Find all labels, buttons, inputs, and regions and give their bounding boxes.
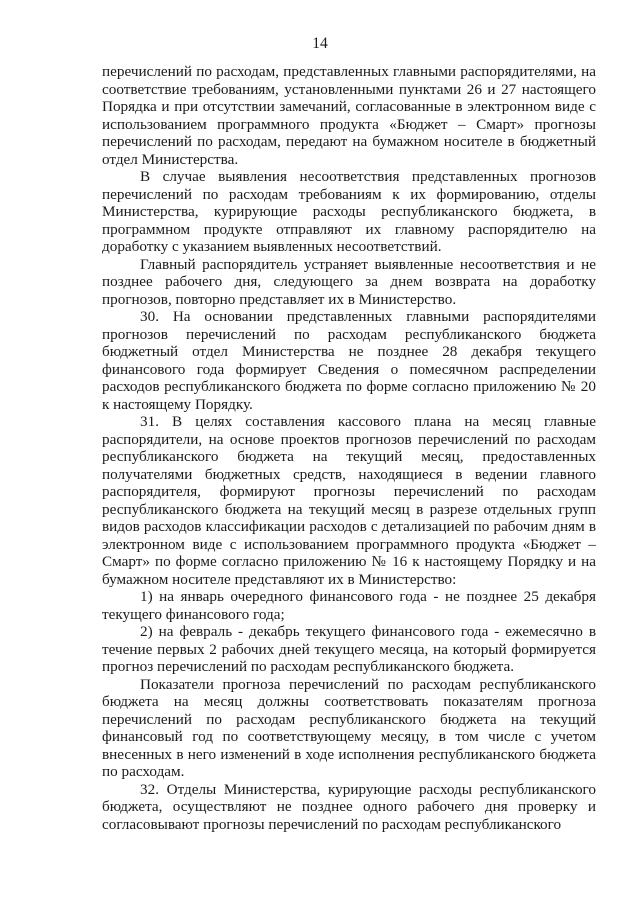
paragraph-item-32: 32. Отделы Министерства, курирующие расходы республиканского бюджета, осуществляют не позднее одного рабочего дня проверку и согласовывают прогнозы перечислений по расходам республиканского	[102, 780, 596, 833]
page-number: 14	[312, 35, 328, 52]
paragraph-continuation: перечислений по расходам, представленных главными распорядителями, на соответствие требованиям, установленными пунктами 26 и 27 настоящего Порядка и при отсутствии замечаний, согласованные в электронном виде с использованием программного продукта «Бюджет – Смарт» прогнозы перечислений по расходам, передают на бумажном носителе в бюджетный отдел Министерства.	[102, 63, 596, 168]
paragraph-item-30: 30. На основании представленных главными распорядителями прогнозов перечислений по расходам республиканского бюджета бюджетный отдел Министерства не позднее 28 декабря текущего финансового года формирует Сведения о помесячном распределении расходов республиканского бюджета по форме согласно приложению № 20 к настоящему Порядку.	[102, 308, 596, 413]
paragraph-item-31: 31. В целях составления кассового плана на месяц главные распорядители, на основе проектов прогнозов перечислений по расходам республиканского бюджета на текущий месяц, предоставленных получателями бюджетных средств, находящиеся в ведении главного распорядителя, формируют прогнозы перечислений по расходам республиканского бюджета на текущий месяц в разрезе отдельных групп видов расходов классификации расходов с детализацией по рабочим дням в электронном виде с использованием программного продукта «Бюджет – Смарт» по форме согласно приложению № 16 к настоящему Порядку и на бумажном носителе представляют их в Министерство:	[102, 413, 596, 588]
document-body	[102, 63, 596, 833]
paragraph-item-31-1: 1) на январь очередного финансового года - не позднее 25 декабря текущего финансового года;	[102, 588, 596, 623]
paragraph-pokazateli: Показатели прогноза перечислений по расходам республиканского бюджета на месяц должны соответствовать показателям прогноза перечислений по расходам республиканского бюджета на текущий финансовый год по соответствующему месяцу, в том числе с учетом внесенных в него изменений в ходе исполнения республиканского бюджета по расходам.	[102, 675, 596, 780]
paragraph-nesootvetstvie: В случае выявления несоответствия представленных прогнозов перечислений по расходам требованиям к их формированию, отделы Министерства, курирующие расходы республиканского бюджета, в программном продукте отправляют их главному распорядителю на доработку с указанием выявленных несоответствий.	[102, 168, 596, 255]
paragraph-item-31-2: 2) на февраль - декабрь текущего финансового года - ежемесячно в течение первых 2 рабочих дней текущего месяца, на который формируется прогноз перечислений по расходам республиканского бюджета.	[102, 623, 596, 675]
paragraph-ustranenie: Главный распорядитель устраняет выявленные несоответствия и не позднее рабочего дня, следующего за днем возврата на доработку прогнозов, повторно представляет их в Министерство.	[102, 255, 596, 308]
